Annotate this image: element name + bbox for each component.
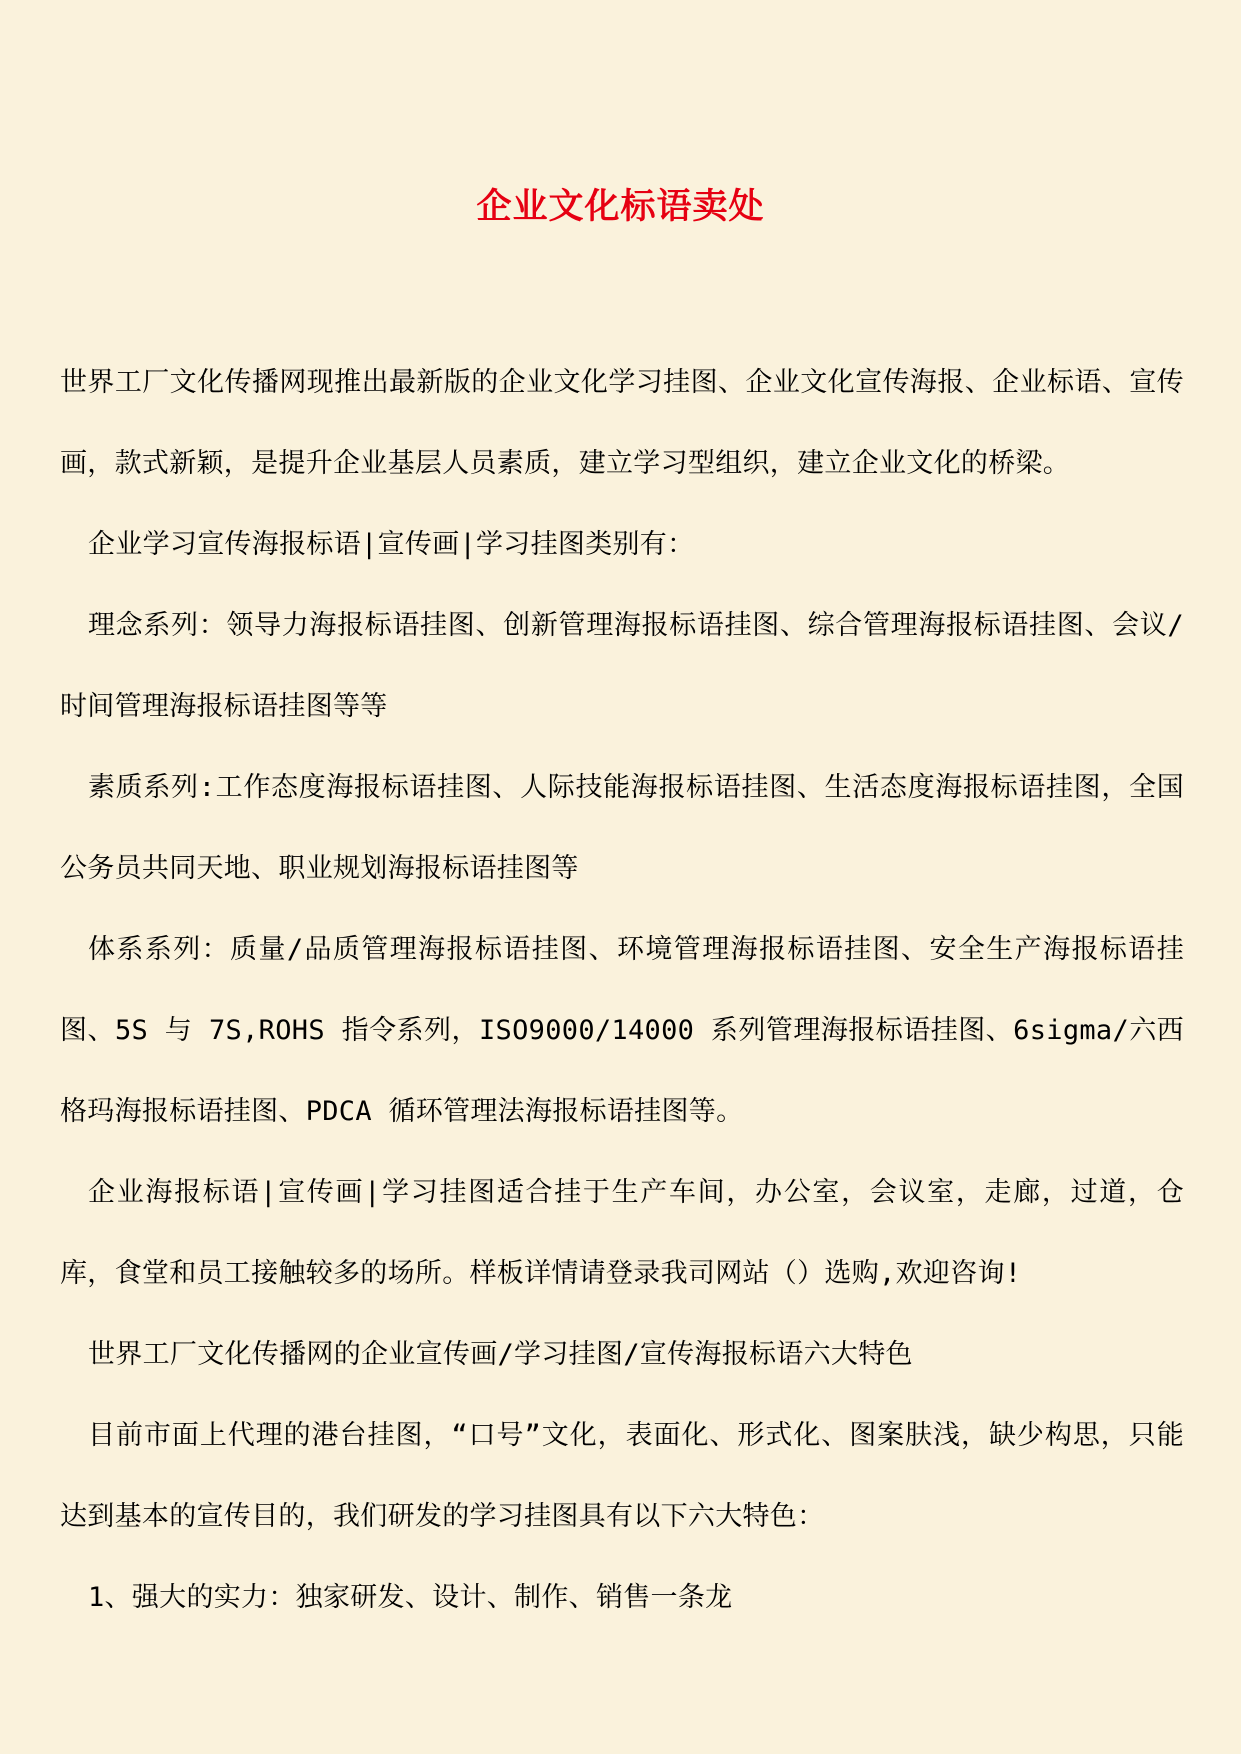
document-body: [60, 342, 1184, 1638]
paragraph-usage-locations: 企业海报标语|宣传画|学习挂图适合挂于生产车间，办公室，会议室，走廊，过道，仓库，食堂和员工接触较多的场所。样板详情请登录我司网站（）选购,欢迎咨询!: [60, 1177, 1184, 1289]
paragraph-concept-series: 理念系列：领导力海报标语挂图、创新管理海报标语挂图、综合管理海报标语挂图、会议/时间管理海报标语挂图等等: [60, 610, 1184, 722]
paragraph-feature-1: 1、强大的实力：独家研发、设计、制作、销售一条龙: [88, 1582, 733, 1613]
paragraph-categories-heading: 企业学习宣传海报标语|宣传画|学习挂图类别有：: [88, 529, 695, 560]
paragraph-six-features-heading: 世界工厂文化传播网的企业宣传画/学习挂图/宣传海报标语六大特色: [88, 1339, 913, 1370]
paragraph-intro: 世界工厂文化传播网现推出最新版的企业文化学习挂图、企业文化宣传海报、企业标语、宣传画，款式新颖，是提升企业基层人员素质，建立学习型组织，建立企业文化的桥梁。: [60, 367, 1184, 479]
paragraph-system-series: 体系系列：质量/品质管理海报标语挂图、环境管理海报标语挂图、安全生产海报标语挂图、5S 与 7S,ROHS 指令系列，ISO9000/14000 系列管理海报标语挂图、6sigma/六西格玛海报标语挂图、PDCA 循环管理法海报标语挂图等。: [60, 934, 1184, 1127]
document-title: 企业文化标语卖处: [476, 186, 765, 228]
paragraph-quality-series: 素质系列:工作态度海报标语挂图、人际技能海报标语挂图、生活态度海报标语挂图，全国公务员共同天地、职业规划海报标语挂图等: [60, 772, 1184, 884]
paragraph-market-comparison: 目前市面上代理的港台挂图，“口号”文化，表面化、形式化、图案肤浅，缺少构思，只能达到基本的宣传目的，我们研发的学习挂图具有以下六大特色：: [60, 1420, 1184, 1532]
